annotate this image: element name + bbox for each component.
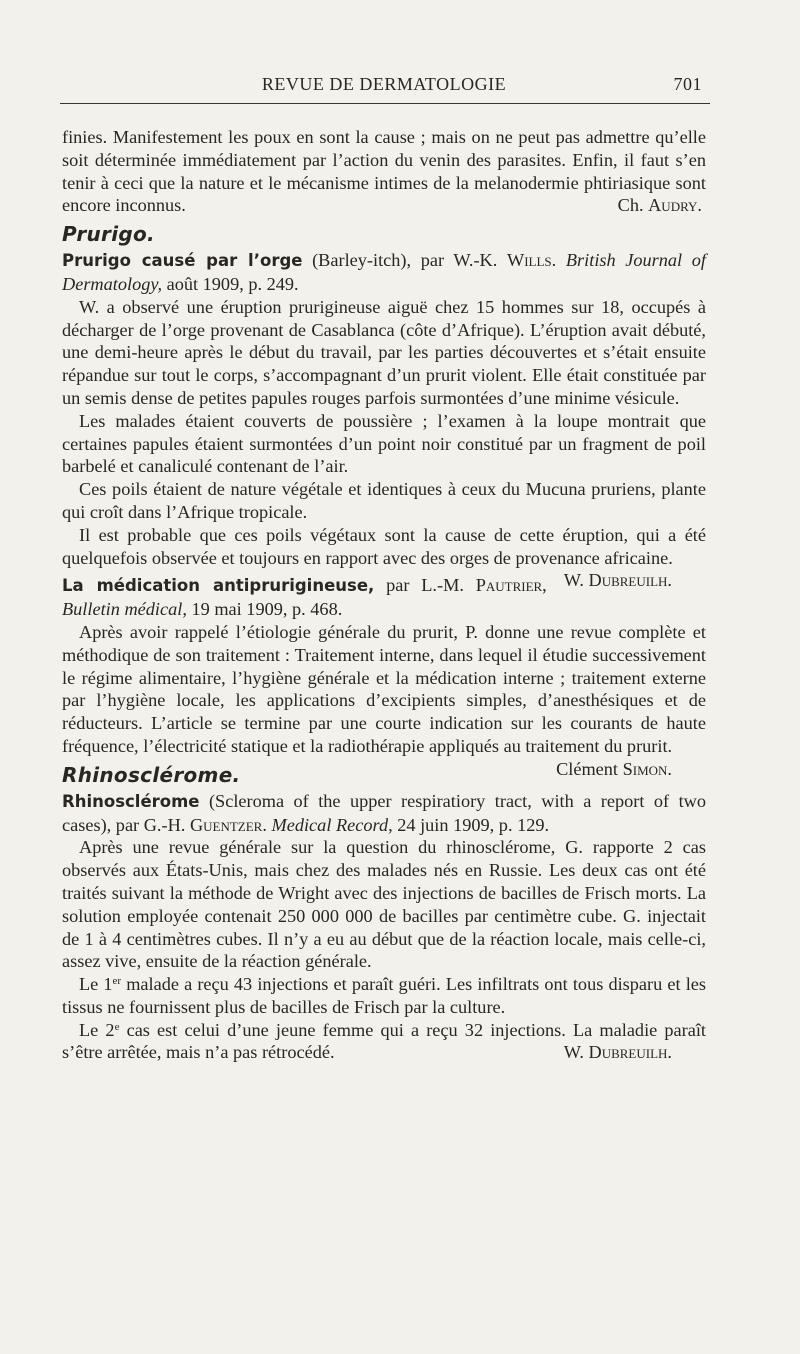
intro-signature: Ch. Audry. xyxy=(617,195,702,216)
page-number: 701 xyxy=(673,74,702,94)
body-paragraph: Il est probable que ces poils végétaux sont la cause de cette éruption, qui a été quelquefois observée et toujours en rapport avec des orges de provenance africaine. W. Dubreuilh. xyxy=(62,524,706,591)
article-title: Rhinosclérome xyxy=(62,791,200,811)
article-author: Pautrier, xyxy=(475,575,547,596)
journal-title: REVUE DE DERMATOLOGIE xyxy=(261,74,507,94)
body-paragraph: Le 2e cas est celui d’une jeune femme qui a reçu 32 injections. La maladie paraît s’être arrêtée, mais n’a pas rétrocédé. W. Dubreuilh. xyxy=(62,1019,707,1063)
article-journal: Medical Record, xyxy=(271,814,393,835)
article-signature: Clément Simon. xyxy=(556,758,672,779)
article-medication-citation: La médication antiprurigineuse, par L.-M. Pautrier, Bulletin médical, 19 mai 1909, p. 468. xyxy=(62,575,547,620)
intro-text: finies. Manifestement les poux en sont la cause ; mais on ne peut pas admettre qu’elle soit déterminée immédiatement par l’action du venin des parasites. Enfin, il faut s’en tenir à ceci que la nature et le mécanisme intimes de la melanodermie phtiriasique sont encore inconnus. xyxy=(62,127,706,216)
article-journal: British Journal of Dermatology, xyxy=(62,250,706,294)
body-paragraph: Les malades étaient couverts de poussière ; l’examen à la loupe montrait que certaines papules étaient surmontées d’un point noir constitué par un fragment de poil barbelé et canaliculé contenant de l’air. xyxy=(62,410,706,477)
section-heading-prurigo: Prurigo. xyxy=(62,222,155,247)
body-paragraph: Le 1er malade a reçu 43 injections et paraît guéri. Les infiltrats ont tous disparu et les tissus ne fournissent plus de bacilles de Frisch par la culture. xyxy=(62,974,706,1017)
article-signature: W. Dubreuilh. xyxy=(563,1042,672,1063)
body-paragraph: Après une revue générale sur la question du rhinosclérome, G. rapporte 2 cas observés aux États-Unis, mais chez des malades nés en Russie. Les deux cas ont été traités suivant la méthode de Wright avec des injections de bacilles de Frisch morts. La solution employée contenait 250 000 000 de bacilles par centimètre cube. G. injectait de 1 à 4 centimètres cubes. Il n’y a eu au début que de la réaction locale, mais celle-ci, assez vive, ensuite de la réaction générale. xyxy=(62,837,706,972)
article-journal: Bulletin médical, xyxy=(62,599,187,620)
article-signature: W. Dubreuilh. xyxy=(563,570,672,591)
section-heading-rhinoscleroma: Rhinosclérome. xyxy=(62,762,241,787)
article-title: Prurigo causé par l’orge xyxy=(62,251,303,271)
article-title: La médication antiprurigineuse, xyxy=(62,576,375,596)
page-body xyxy=(62,126,706,1064)
header-rule xyxy=(60,103,710,104)
body-paragraph: W. a observé une éruption prurigineuse aiguë chez 15 hommes sur 18, occupés à décharger de l’orge provenant de Casablanca (côte d’Afrique). L’éruption avait débuté, une demi-heure après le début du travail, par les parties découvertes et s’était ensuite répandue sur tout le corps, s’accompagnant d’un prurit violent. Elle était constituée par un semis dense de petites papules rouges parfois surmontées d’une minime vésicule. xyxy=(62,296,706,408)
intro-paragraph xyxy=(62,126,706,217)
body-paragraph: Après avoir rappelé l’étiologie générale du prurit, P. donne une revue complète et méthodique de son traitement : Traitement interne, dans lequel il étudie successivement le régime alimentaire, l’hygiène générale et la médication interne ; traitement externe par l’hygiène locale, les applications d’excipients simples, d’anesthésiques et de réducteurs. L’article se termine par une courte indication sur les courants de haute fréquence, l’électricité statique et la radiothérapie appliqués au traitement du prurit. Clément Simon. xyxy=(62,621,706,779)
body-paragraph: Ces poils étaient de nature végétale et identiques à ceux du Mucuna pruriens, plante qui croît dans l’Afrique tropicale. xyxy=(62,479,706,522)
article-prurigo-orge-citation: Prurigo causé par l’orge (Barley-itch), par W.-K. Wills. British Journal of Dermatology, août 1909, p. 249. xyxy=(62,250,706,294)
article-author: Wills. xyxy=(506,250,557,271)
article-author: Guentzer. xyxy=(189,814,267,835)
article-rhinoscleroma-citation: Rhinosclérome (Scleroma of the upper respiratiory tract, with a report of two cases), par G.-H. Guentzer. Medical Record, 24 juin 1909, p. 129. xyxy=(62,790,706,835)
